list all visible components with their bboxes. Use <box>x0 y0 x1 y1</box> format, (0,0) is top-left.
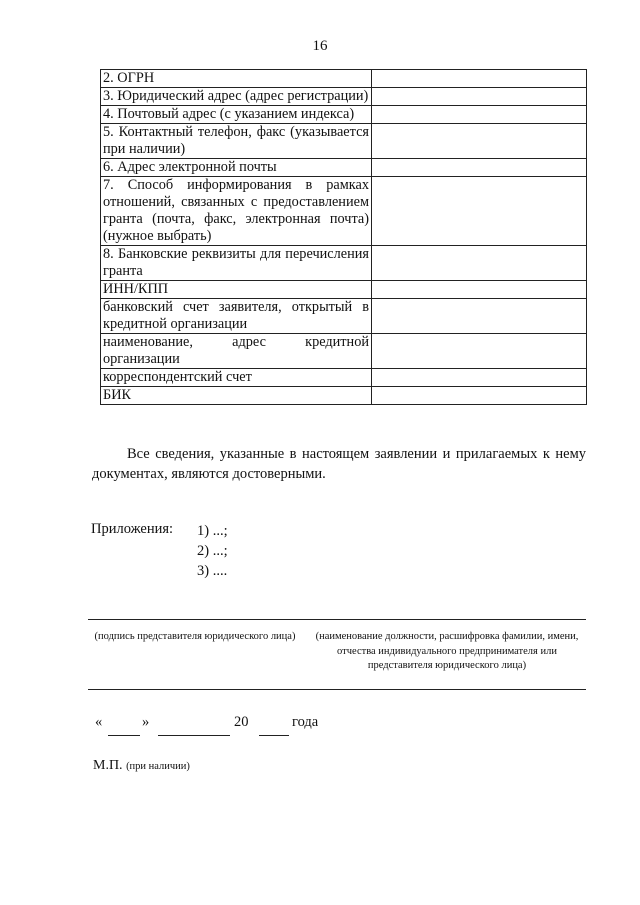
date-open-quote: « <box>95 714 103 730</box>
signature-caption: (подпись представителя юридического лица) <box>94 631 296 642</box>
table-row <box>101 177 587 246</box>
table-row <box>101 334 587 369</box>
row-label: 2. ОГРН <box>101 70 372 88</box>
row-label: 8. Банковские реквизиты для перечисления гранта <box>101 246 372 281</box>
table-row <box>101 70 587 88</box>
row-label: ИНН/КПП <box>101 281 372 299</box>
row-label: 7. Способ информирования в рамках отношений, связанных с предоставлением гранта (почта, факс, электронная почта) (нужное выбрать) <box>101 177 372 246</box>
attachment-item: 3) .... <box>197 563 228 579</box>
date-close-quote: » <box>142 714 150 730</box>
stamp-note: (при наличии) <box>126 761 190 772</box>
row-value-field[interactable] <box>372 334 587 369</box>
signature-line-top <box>88 619 586 620</box>
table-row <box>101 387 587 405</box>
row-label: 5. Контактный телефон, факс (указывается при наличии) <box>101 124 372 159</box>
row-value-field[interactable] <box>372 124 587 159</box>
row-label: 3. Юридический адрес (адрес регистрации) <box>101 88 372 106</box>
row-value-field[interactable] <box>372 299 587 334</box>
year-blank-line <box>259 735 289 736</box>
year-word: года <box>292 714 319 730</box>
row-value-field[interactable] <box>372 88 587 106</box>
signature-line-bottom <box>88 689 586 690</box>
attachment-item: 2) ...; <box>197 543 228 559</box>
table-row <box>101 88 587 106</box>
row-value-field[interactable] <box>372 281 587 299</box>
row-label: 6. Адрес электронной почты <box>101 159 372 177</box>
table-row <box>101 106 587 124</box>
attachments-label: Приложения: <box>91 521 174 537</box>
name-position-caption: (наименование должности, расшифровка фамилии, имени, отчества индивидуального предпринимателя или представителя юридического лица) <box>315 631 579 671</box>
stamp-label <box>93 758 190 774</box>
table-row <box>101 159 587 177</box>
row-value-field[interactable] <box>372 387 587 405</box>
row-value-field[interactable] <box>372 70 587 88</box>
table-row <box>101 246 587 281</box>
attachments-list <box>197 521 228 581</box>
row-label: банковский счет заявителя, открытый в кредитной организации <box>101 299 372 334</box>
accuracy-statement: Все сведения, указанные в настоящем заявлении и прилагаемых к нему документах, являются достоверными. <box>92 446 586 482</box>
row-value-field[interactable] <box>372 177 587 246</box>
table-row <box>101 369 587 387</box>
year-prefix: 20 <box>234 714 249 730</box>
row-label: наименование, адрес кредитной организации <box>101 334 372 369</box>
row-label: БИК <box>101 387 372 405</box>
row-label: корреспондентский счет <box>101 369 372 387</box>
row-value-field[interactable] <box>372 246 587 281</box>
table-row <box>101 124 587 159</box>
applicant-details-table <box>100 69 587 405</box>
row-value-field[interactable] <box>372 106 587 124</box>
stamp-text: М.П. <box>93 758 123 773</box>
row-value-field[interactable] <box>372 369 587 387</box>
row-label: 4. Почтовый адрес (с указанием индекса) <box>101 106 372 124</box>
page-number: 16 <box>312 38 328 54</box>
month-blank-line <box>158 735 230 736</box>
table-row <box>101 299 587 334</box>
table-row <box>101 281 587 299</box>
attachment-item: 1) ...; <box>197 523 228 539</box>
day-blank-line <box>108 735 140 736</box>
row-value-field[interactable] <box>372 159 587 177</box>
